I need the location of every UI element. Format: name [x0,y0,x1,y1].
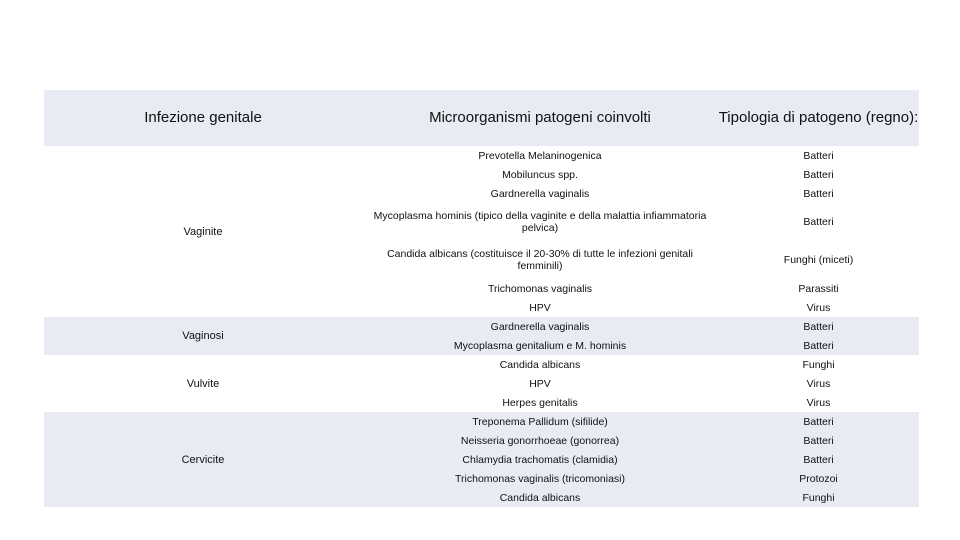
table-row [44,146,919,165]
organism-cell: Candida albicans (costituisce il 20-30% di tutte le infezioni genitali femminili) [387,248,693,272]
pathogen-type-cell: Virus [806,396,831,409]
pathogen-type-cell: Batteri [803,434,834,447]
pathogen-type-cell: Protozoi [799,472,838,485]
pathogen-type-cell: Funghi [802,491,835,504]
organism-cell: Candida albicans [499,358,581,371]
header-organisms: Microorganismi patogeni coinvolti [429,109,651,126]
pathogen-type-cell: Batteri [803,320,834,333]
table-row [44,298,919,317]
organism-cell: Chlamydia trachomatis (clamidia) [462,453,618,466]
pathogen-type-cell: Batteri [803,187,834,200]
infection-label: Cervicite [181,453,225,466]
table-row [44,469,919,488]
organism-cell: Candida albicans [499,491,581,504]
table-body [44,146,919,507]
table-header [44,90,919,146]
table-row [44,355,919,374]
pathogen-type-cell: Funghi [802,358,835,371]
pathogen-type-cell: Batteri [803,415,834,428]
table-row [44,431,919,450]
organism-cell: Mycoplasma genitalium e M. hominis [453,339,627,352]
organism-cell: Prevotella Melaninogenica [478,149,602,162]
table-row [44,241,919,279]
pathogen-type-cell: Batteri [803,149,834,162]
infection-label: Vulvite [186,377,220,390]
organism-cell: Gardnerella vaginalis [490,320,590,333]
organism-cell: Neisseria gonorrhoeae (gonorrea) [460,434,620,447]
pathogen-type-cell: Funghi (miceti) [783,254,854,266]
header-pathogen-type: Tipologia di patogeno (regno): [718,109,919,126]
table-row [44,279,919,298]
header-infection: Infezione genitale [144,109,262,126]
pathogen-type-cell: Virus [806,377,831,390]
organism-cell: Trichomonas vaginalis [487,282,593,295]
pathogen-type-cell: Batteri [803,453,834,466]
infection-group [44,412,919,507]
organism-cell: HPV [529,377,551,390]
organism-cell: Mycoplasma hominis (tipico della vaginite e della malattia infiammatoria pelvica) [373,210,707,234]
organism-cell: Treponema Pallidum (sifilide) [472,415,608,428]
organism-cell: Trichomonas vaginalis (tricomoniasi) [455,472,625,485]
pathogen-type-cell: Batteri [803,216,834,228]
infection-group [44,317,919,355]
infection-label: Vaginite [183,225,223,238]
table-row [44,184,919,203]
table-row [44,393,919,412]
organism-cell: Herpes genitalis [502,396,578,409]
infection-group [44,146,919,317]
table-row [44,488,919,507]
organism-cell: Gardnerella vaginalis [490,187,590,200]
pathogen-table [44,90,919,507]
organism-cell: HPV [529,301,551,314]
table-row [44,165,919,184]
infection-label: Vaginosi [182,330,224,342]
infection-group [44,355,919,412]
pathogen-type-cell: Batteri [803,339,834,352]
pathogen-type-cell: Virus [806,301,831,314]
pathogen-type-cell: Parassiti [798,282,839,295]
table-row [44,412,919,431]
organism-cell: Mobiluncus spp. [502,168,578,181]
pathogen-type-cell: Batteri [803,168,834,181]
